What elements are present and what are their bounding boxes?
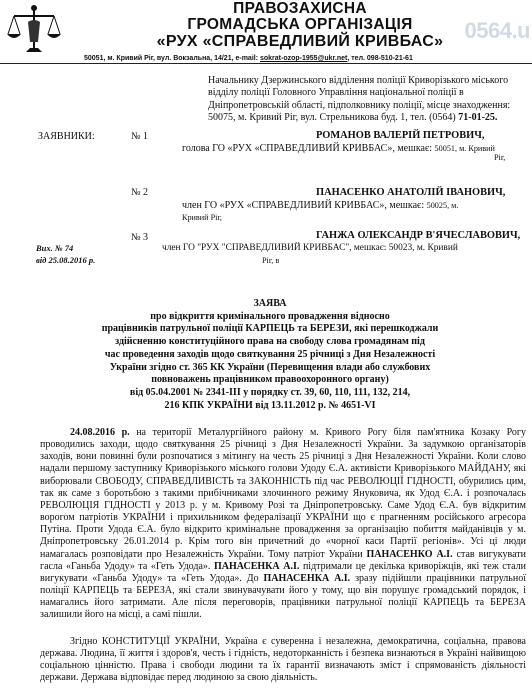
addressee-phone: 71-01-25. [458,112,498,124]
applicant-address: 50051, м. Кривий [434,144,495,153]
applicant-address-cont: Ріг, в [262,256,280,265]
title-line: час проведення заходів щодо святкування 25 річниці з Дня Незалежності [104,348,436,360]
applicant-name: РОМАНОВ ВАЛЕРІЙ ПЕТРОВИЧ, [316,130,485,141]
org-name-line-2: ГРОМАДСЬКА ОРГАНІЗАЦІЯ [187,16,413,33]
applicant-role [182,200,458,211]
person-name: ПАНАСЕНКО А.І. [366,548,453,560]
applicant-number: № 2 [131,187,149,198]
title-line: про відкриття кримінального провадження відносно [150,310,390,322]
person-name: ПАНАСЕНКА А.І. [214,560,300,572]
applicant-address-cont: Кривий Ріг, [182,213,222,222]
applicant-name: ПАНАСЕНКО АНАТОЛІЙ ІВАНОВИЧ, [316,187,506,198]
event-date: 24.08.2016 р. [70,427,130,438]
site-watermark: 0564.u [464,18,530,43]
applicant-role-text: голова ГО «РУХ «СПРАВЕДЛИВИЙ КРИВБАС», мешкає: [182,143,433,154]
applicant-name: ГАНЖА ОЛЕКСАНДР В'ЯЧЕСЛАВОВИЧ, [316,230,521,241]
addressee-line: Начальнику Дзержинського відділення поліції Криворізького міського [208,75,509,86]
body-text: зразу підійшли працівники патрульної поліції КАРПЕЦЬ та БЕРЕЗА, які стали звинувачувати його у тому, що він порушує громадський порядок, і намагались його затримати. Але після переговорів, працівники патрульної поліції КАРПЕЦЬ та БЕРЕЗА залишили його на місці, а самі пішли. [40,572,526,621]
org-email-link[interactable]: sokrat-ozop-1955@ukr.net [260,55,348,62]
title-line: повноважень працівником правоохоронного органу) [151,374,389,386]
org-phone: , тел. 098-510-21-61 [347,55,413,62]
title-line: від 05.04.2001 № 2341-III у порядку ст. 39, 60, 110, 111, 132, 214, [129,386,411,398]
person-name: ПАНАСЕНКА А.І. [263,572,351,584]
scales-of-justice-logo-icon [4,2,64,60]
body-paragraph-1 [40,427,526,622]
header-divider [0,63,532,64]
applicant-role [182,143,495,154]
addressee-block [208,75,528,125]
addressee-line [208,112,528,124]
outgoing-number: Вих. № 74 [36,243,74,253]
org-name-line-1: ПРАВОЗАХИСНА [233,0,367,17]
applicant-number: № 3 [131,232,149,243]
applicant-address: 50025, м. [426,201,459,210]
letterhead [0,0,532,64]
body-text: підтримали це декілька криворіжців, які теж стали вигукувати «Ганьба Удоду» та «Геть Удода». До [40,560,526,584]
title-line: працівників патрульної поліції КАРПЕЦЬ та БЕРЕЗИ, які перешкоджали [101,323,439,335]
title-line: 216 КПК УКРАЇНИ від 13.11.2012 р. № 4651-VI [164,399,376,411]
title-line: здійсненню конституційного права на свободу слова громадянам під [115,336,425,348]
applicant-number: № 1 [131,131,149,142]
addressee-address: 50075, м. Кривий Ріг, вул. Стрельникова буд. 1, тел. (0564) [208,112,459,124]
body-text: Згідно КОНСТИТУЦІЇ УКРАЇНИ, Україна є суверенна і незалежна, демократична, соціальна, правова держава. Людина, її життя і здоров'я, честь і гідність, недоторканність і безпека визнаються в Україні найвищою соціальною цінністю. Права і свободи людини та їх гарантії визначають зміст і спрямованість діяльності держави. Держава відповідає перед людиною за свою діяльність. [40,636,526,684]
body-text: став вигукувати гасла «Ганьба Удоду» та «Геть Удода». [40,548,526,572]
body-paragraph-2 [40,636,526,685]
applicant-role: член ГО "РУХ "СПРАВЕДЛИВИЙ КРИВБАС", мешкає: 50023, м. Кривий [162,243,458,253]
addressee-line: Дніпропетровській області, підполковнику поліції, місце знаходження: [208,99,511,111]
applicant-role-text: член ГО «РУХ «СПРАВЕДЛИВИЙ КРИВБАС», мешкає: [182,200,425,211]
org-address-text: 50051, м. Кривий Ріг, вул. Вокзальна, 14/21, e-mail: [84,55,260,62]
addressee-line: відділу поліції Головного Управління національної поліції в [208,87,464,99]
applicants-label: ЗАЯВНИКИ: [38,131,95,142]
applicant-address-cont: Ріг, [494,153,506,162]
org-address [84,55,529,62]
title-line: України згідно ст. 365 КК України (Перевищення влади або службових [109,361,431,373]
document-title [40,298,500,412]
org-name-line-3: «РУХ «СПРАВЕДЛИВИЙ КРИВБАС» [156,33,444,50]
outgoing-date: від 25.08.2016 р. [36,255,96,265]
body-text: на території Металургійного району м. Кривого Рогу біля пам'ятника Козаку Рогу проводились заходи, щодо святкування 25 річниці з Дня Незалежності України. За задумкою організаторів заходів, вони повинні були розпочатися з мітингу на честь 25 річниці з Дня Незалежності України. Коли слово надали першому заступнику Криворізького міського голови Удоду Є.А. активісти Криворізького МАЙДАНУ, які виборювали СВОБОДУ, СПРАВЕДЛИВІСТЬ та ЗАКОННІСТЬ під час РЕВОЛЮЦІЇ ГІДНОСТІ, обурились цим, так як саме з боротьбою з такими прибічниками злочинного режиму Януковича, як Удод Є.А. і розпочалась РЕВОЛЮЦІЯ ГІДНОСТІ у 2013 р. у м. Кривому Розі та Дніпропетровську. Саме Удод Є.А. був відкритим ворогом патріотів УКРАЇНИ і прихильником федералізації УКРАЇНИ що є прагненням російського агресора Путіна. Проти Удода Є.А. було відкрито кримінальне провадження за організацію побиття майданівців у м. Дніпропетровську 26.01.2014 р. Крім того він причетний до «чорної каси Партії регіонів». Усі ці люди намагалась розповідати про Незалежність України. Тому патріот України [40,427,526,560]
title-heading: ЗАЯВА [253,298,287,309]
